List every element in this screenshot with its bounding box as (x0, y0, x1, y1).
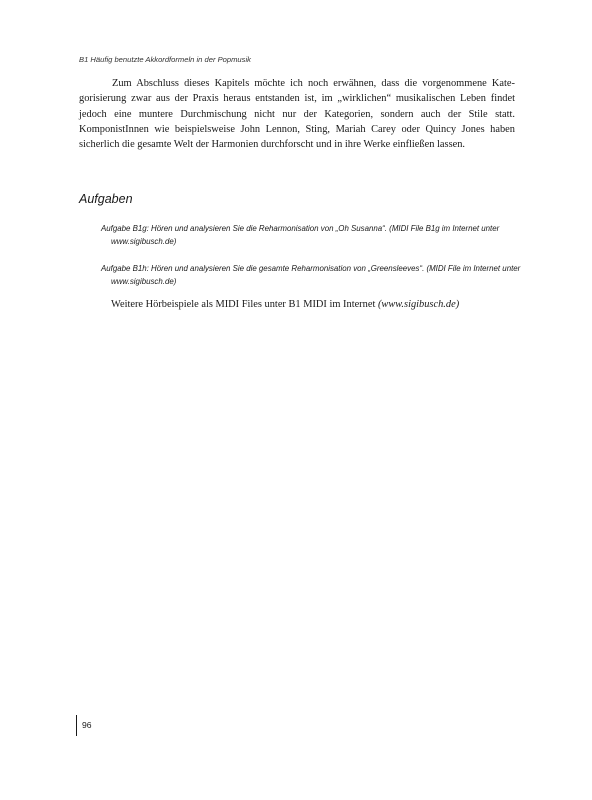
page-number: 96 (82, 720, 92, 730)
running-header: B1 Häufig benutzte Akkordformeln in der Popmusik (79, 55, 251, 64)
more-examples-line (111, 299, 459, 310)
more-examples-text: Weitere Hörbeispiele als MIDI Files unter B1 MIDI im Internet (111, 299, 376, 310)
body-paragraph: Zum Abschluss dieses Kapitels möchte ich noch erwähnen, dass die vorgenommene Kategorisierung zwar aus der Praxis heraus entstanden ist, im „wirklichen“ musikalischen Leben findet jedoch eine muntere Durchmischung nicht nur der Kategorien, sondern auch der Stile statt. KomponistInnen wie beispielsweise John Lennon, Sting, Mariah Carey oder Quincy Jones haben sicherlich die gesamte Welt der Harmonien durchforscht und in ihre Werke einfließen lassen. (79, 78, 515, 151)
page-number-rule (76, 715, 77, 736)
more-examples-url: (www.sigibusch.de) (377, 299, 460, 310)
task-item: Aufgabe B1h: Hören und analysieren Sie die gesamte Reharmonisation von „Greensleeves“. (MIDI File im Internet unter www.sigibusch.de) (101, 264, 521, 287)
task-item: Aufgabe B1g: Hören und analysieren Sie die Reharmonisation von „Oh Susanna“. (MIDI File B1g im Internet unter www.sigibusch.de) (101, 224, 500, 247)
section-heading: Aufgaben (79, 192, 133, 206)
